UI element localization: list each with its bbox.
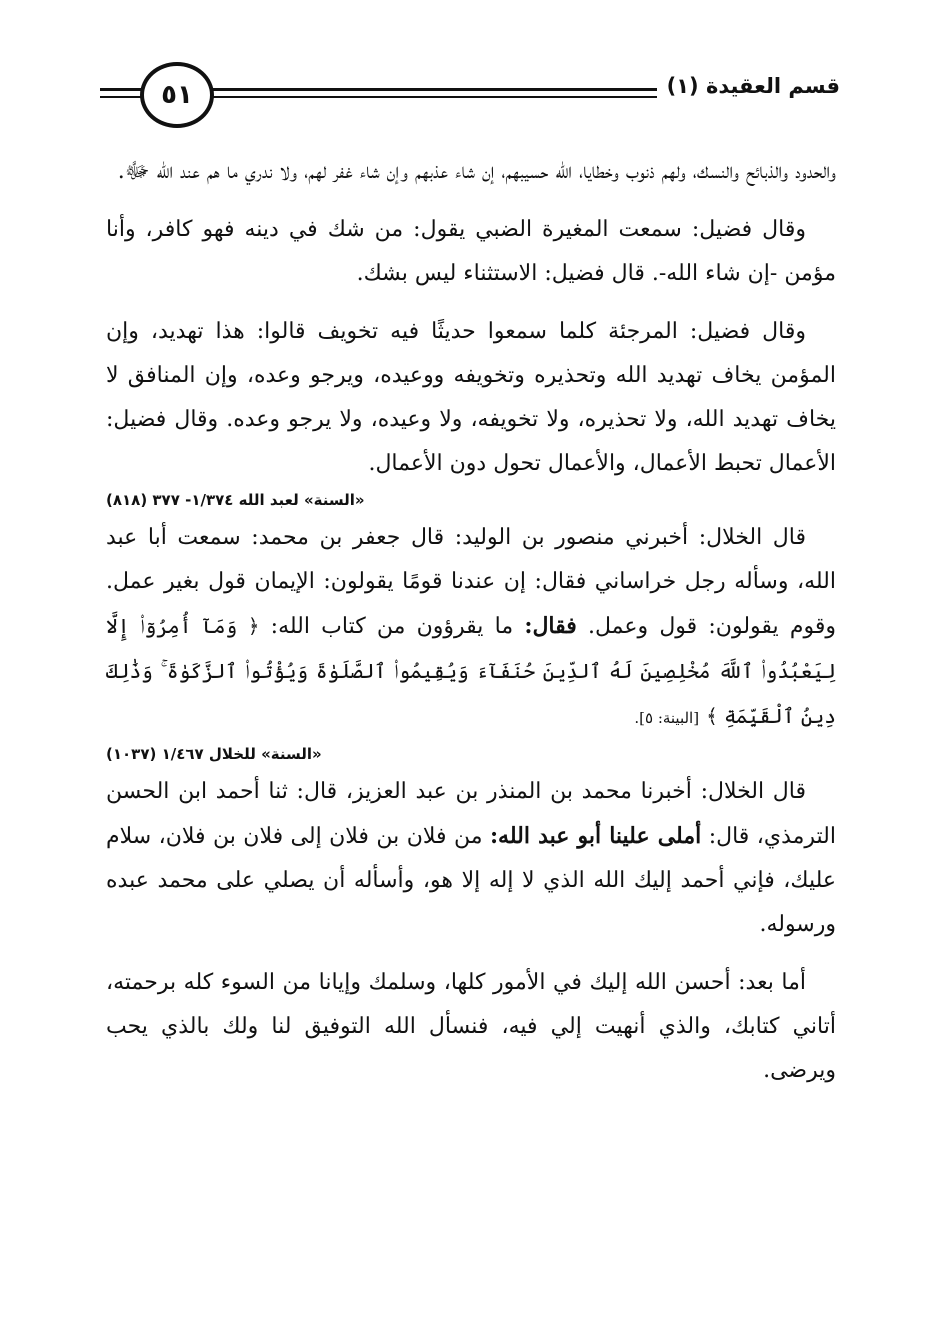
khallal-2-after: من فلان بن فلان إلى فلان بن فلان، سلام عليك، فإني أحمد إليك الله الذي لا إله إلا هو، وأسأله أن يصلي على محمد عبده ورسوله. [106,824,836,937]
paragraph-2: وقال فضيل: سمعت المغيرة الضبي يقول: من شك في دينه فهو كافر، وأنا مؤمن -إن شاء الله-. قال فضيل: الاستثناء ليس بشك. [106,217,836,286]
verse-reference: [البينة: ٥]. [634,709,700,727]
paragraph-1: والحدود والذبائح والنسك، ولهم ذنوب وخطايا، الله حسيبهم، إن شاء عذبهم وإن شاء غفر لهم، ولا ندري ما هم عند الله ﷻ. [117,159,836,184]
page-header [100,58,840,130]
paragraph-khallal-2 [106,770,836,947]
page-body [106,150,836,1107]
reference-2: «السنة» للخلال ١/٤٦٧ (١٠٣٧) [106,745,322,763]
khallal-2-bold: أملى علينا أبو عبد الله: [489,823,702,849]
reference-1: «السنة» لعبد الله ١/٣٧٤- ٣٧٧ (٨١٨) [106,491,365,509]
section-title: قسم العقيدة (١) [657,74,840,98]
quran-verse: ﴿ وَمَآ أُمِرُوٓا۟ إِلَّا لِيَعْبُدُوا۟ ٱللَّهَ مُخْلِصِينَ لَهُ ٱلدِّينَ حُنَفَآءَ وَيُقِيمُوا۟ ٱلصَّلَوٰةَ وَيُؤْتُوا۟ ٱلزَّكَوٰةَ ۚ وَذَٰلِكَ دِينُ ٱلْقَيِّمَةِ ﴾ [106,614,836,728]
khallal-1-bold: فقال: [524,613,577,639]
paragraph-khallal-1 [106,516,836,740]
paragraph-closing: أما بعد: أحسن الله إليك في الأمور كلها، وسلمك وإيانا من السوء كله برحمته، أتاني كتابك، والذي أنهيت إلي فيه، فنسأل الله التوفيق لنا ولك بالذي يحب ويرضى. [106,970,836,1083]
khallal-1-lead: قال الخلال: أخبرني منصور بن الوليد: قال جعفر بن محمد: سمعت أبا عبد الله، وسأله رجل خراساني فقال: إن عندنا قومًا يقولون: الإيمان قول بغير عمل. وقوم يقولون: قول وعمل. [106,525,836,639]
khallal-1-after: ما يقرؤون من كتاب الله: [270,614,514,639]
paragraph-3: وقال فضيل: المرجئة كلما سمعوا حديثًا فيه تخويف قالوا: هذا تهديد، وإن المؤمن يخاف تهديد الله وتحذيره وتخويفه ووعيده، ويرجو وعده، وإن المنافق لا يخاف تهديد الله، ولا تحذيره، ولا تخويفه، ولا وعيده، ولا يرجو وعده. وقال فضيل: الأعمال تحبط الأعمال، والأعمال تحول دون الأعمال. [106,319,836,476]
page-number: ٥١ [140,62,214,128]
khallal-2-lead: قال الخلال: أخبرنا محمد بن المنذر بن عبد العزيز، قال: ثنا أحمد ابن الحسن الترمذي، قال: [106,779,836,849]
